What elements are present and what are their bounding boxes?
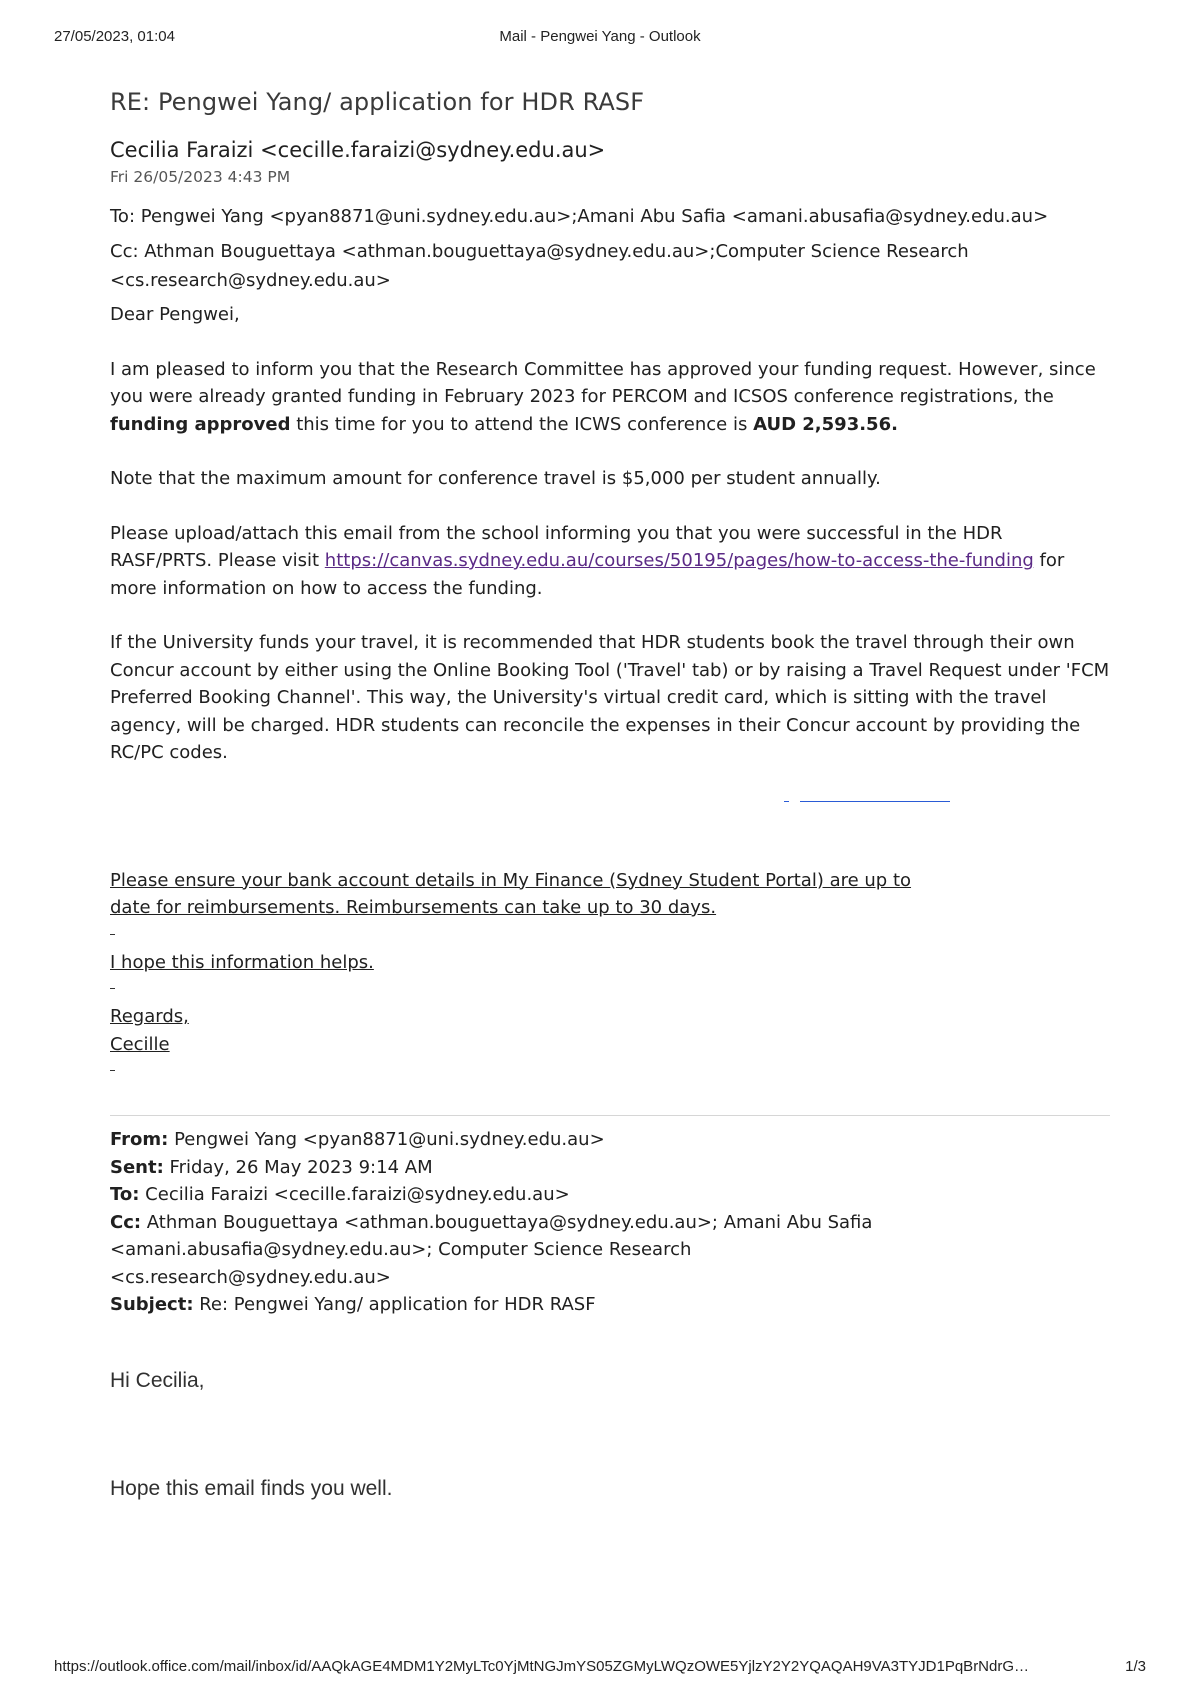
quoted-sent-value: Friday, 26 May 2023 9:14 AM [163,1156,433,1178]
quoted-sent [110,1154,1110,1182]
upload-text-b: for more information on how to access the funding. [110,550,1065,599]
empty-link-placeholder[interactable] [110,787,1110,837]
page-number: 1/3 [1125,1658,1146,1675]
email-recipients [110,202,1110,295]
travel-paragraph: If the University funds your travel, it is recommended that HDR students book the travel through their own Concur account by either using the Online Booking Tool ('Travel' tab) or by raising a Travel Request under 'FCM Preferred Booking Channel'. This way, the University's virtual credit card, which is sitting with the travel agency, will be charged. HDR students can reconcile the expenses in their Concur account by providing the RC/PC codes. [110,632,1110,763]
email-subject: RE: Pengwei Yang/ application for HDR RASF [110,88,645,116]
closing-block [110,867,1110,1086]
email-sent-time: Fri 26/05/2023 4:43 PM [110,168,291,186]
blank-line [110,976,1110,1003]
salutation: Dear Pengwei, [110,304,240,325]
approval-text-b: this time for you to attend the ICWS conference is [290,413,754,435]
quoted-from-value: Pengwei Yang <pyan8871@uni.sydney.edu.au> [168,1129,605,1150]
upload-text-a: Please upload/attach this email from the school informing you that you were successful in the HDR RASF/PRTS. Please visit [110,522,1003,571]
print-page-title: Mail - Pengwei Yang - Outlook [499,28,701,45]
max-amount-paragraph: Note that the maximum amount for conference travel is $5,000 per student annually. [110,468,881,489]
quoted-to-label: To: [110,1184,140,1205]
print-datetime: 27/05/2023, 01:04 [54,28,175,45]
quoted-hope: Hope this email finds you well. [110,1476,393,1500]
link-rule-dot [784,801,789,802]
quoted-cc-label: Cc: [110,1211,142,1233]
quoted-cc [110,1209,910,1292]
funding-approved-label: funding approved [110,413,291,435]
blank-line [110,922,1110,949]
blank-line [110,1058,1110,1085]
bank-notice: Please ensure your bank account details in My Finance (Sydney Student Portal) are up to date for reimbursements. Reimbursements can take up to 30 days. [110,869,912,918]
email-sender: Cecilia Faraizi <cecille.faraizi@sydney.edu.au> [110,138,606,162]
quoted-from [110,1126,1110,1154]
quote-divider [110,1115,1110,1116]
funding-info-link[interactable]: https://canvas.sydney.edu.au/courses/50195/pages/how-to-access-the-funding [324,550,1034,571]
email-message [110,88,1110,1501]
regards: Regards, [110,1006,189,1027]
quoted-to [110,1181,1110,1209]
email-to-line: To: Pengwei Yang <pyan8871@uni.sydney.edu.au>;Amani Abu Safia <amani.abusafia@sydney.edu.au> [110,206,1049,227]
email-cc-line-2: <cs.research@sydney.edu.au> [110,270,391,291]
closing-hope: I hope this information helps. [110,951,374,973]
quoted-to-value: Cecilia Faraizi <cecille.faraizi@sydney.edu.au> [139,1184,570,1205]
link-rule [800,801,950,802]
print-footer [54,1658,1146,1680]
upload-paragraph [110,520,1110,603]
signature-name: Cecille [110,1033,170,1055]
email-cc-line-1: Cc: Athman Bouguettaya <athman.bouguettaya@sydney.edu.au>;Computer Science Research [110,241,969,262]
print-url: https://outlook.office.com/mail/inbox/id/AAQkAGE4MDM1Y2MyLTc0YjMtNGJmYS05ZGMyLWQzOWE5YjlzY2Y2YQAQAH9VA3TYJD1PqBrNdrG… [54,1658,1030,1675]
approved-amount: AUD 2,593.56. [753,413,898,435]
approval-text-a: I am pleased to inform you that the Research Committee has approved your funding request. However, since you were already granted funding in February 2023 for PERCOM and ICSOS conference registrations, the [110,358,1096,407]
approval-paragraph [110,356,1110,439]
quoted-subject-value: Re: Pengwei Yang/ application for HDR RASF [193,1294,596,1315]
email-body [110,301,1110,767]
quoted-subject-label: Subject: [110,1294,194,1315]
quoted-from-label: From: [110,1129,169,1150]
quoted-greeting: Hi Cecilia, [110,1368,205,1392]
quoted-subject [110,1291,1110,1319]
email-cc-line [110,237,1110,295]
print-header [54,28,1146,52]
quoted-sent-label: Sent: [110,1156,164,1178]
quoted-message-header [110,1126,1110,1319]
quoted-cc-value: Athman Bouguettaya <athman.bouguettaya@sydney.edu.au>; Amani Abu Safia <amani.abusafia@sydney.edu.au>; Computer Science Research <cs.research@sydney.edu.au> [110,1211,873,1288]
